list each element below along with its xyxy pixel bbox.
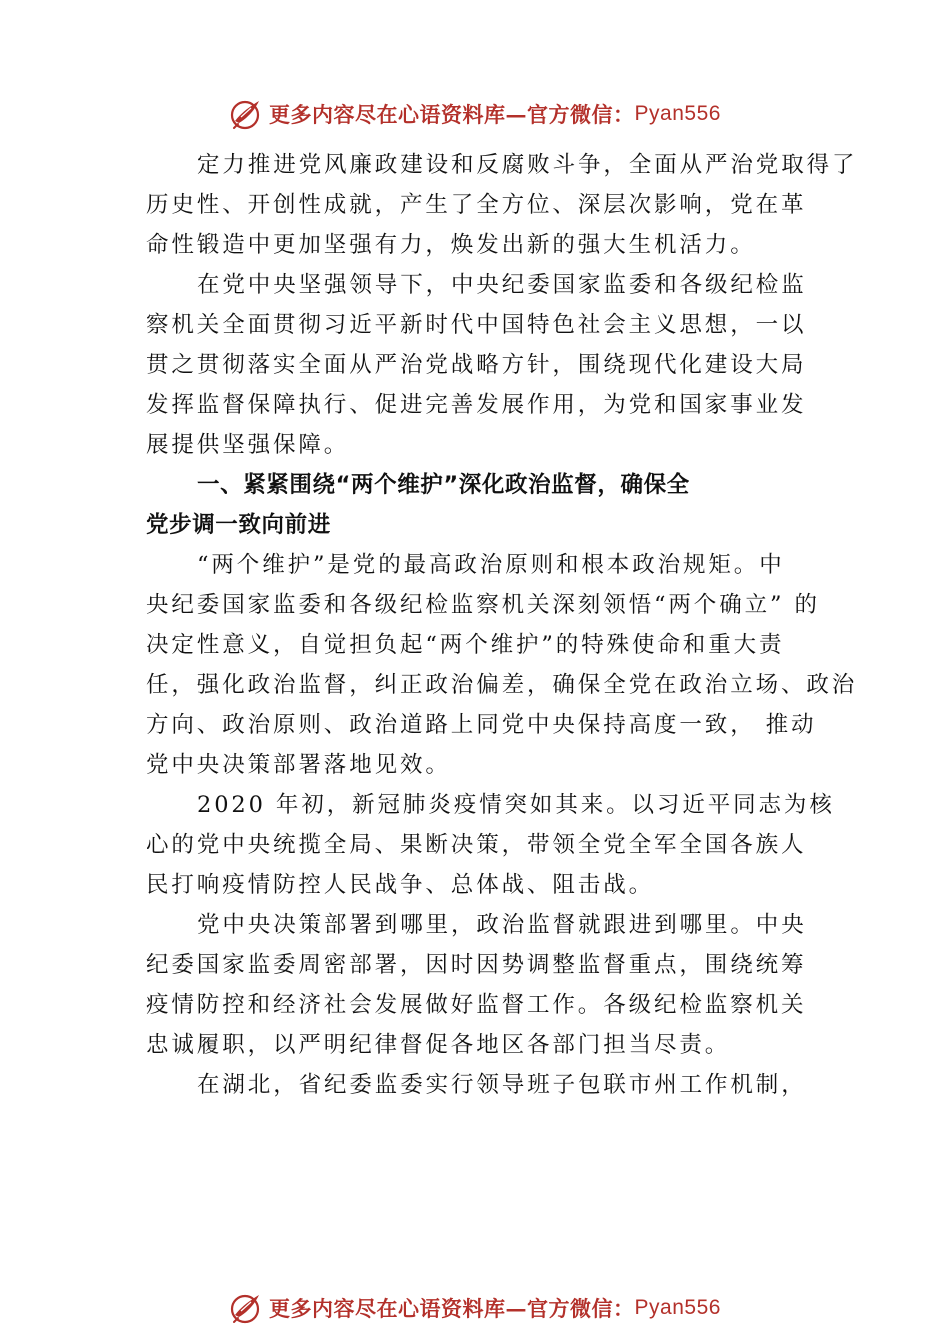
header-watermark	[0, 92, 950, 136]
text-line: 任，强化政治监督，纠正政治偏差，确保全党在政治立场、政治	[146, 672, 858, 698]
text-line: 民打响疫情防控人民战争、总体战、阻击战。	[146, 872, 655, 898]
paragraph	[146, 905, 816, 1065]
text-line: 纪委国家监委周密部署，因时因势调整监督重点，围绕统筹	[146, 952, 807, 978]
heading-line: 一、紧紧围绕“两个维护”深化政治监督，确保全	[197, 472, 690, 498]
text-line: 央纪委国家监委和各级纪检监察机关深刻领悟“两个确立” 的	[146, 592, 820, 618]
paragraph	[146, 265, 816, 465]
watermark-text: 更多内容尽在心语资料库—官方微信：	[269, 1296, 635, 1321]
text-line: 察机关全面贯彻习近平新时代中国特色社会主义思想，一以	[146, 312, 807, 338]
document-body	[146, 145, 858, 1105]
text-line: 展提供坚强保障。	[146, 432, 350, 458]
quill-pen-logo-icon	[229, 97, 263, 131]
text-line: 定力推进党风廉政建设和反腐败斗争，全面从严治党取得了	[197, 152, 858, 178]
text-line: 在湖北，省纪委监委实行领导班子包联市州工作机制，	[197, 1072, 807, 1098]
text-line: 历史性、开创性成就，产生了全方位、深层次影响，党在革	[146, 192, 807, 218]
footer-watermark	[0, 1286, 950, 1330]
text-line: 方向、政治原则、政治道路上同党中央保持高度一致， 推动	[146, 712, 817, 738]
text-line: “两个维护”是党的最高政治原则和根本政治规矩。中	[197, 552, 785, 578]
text-line: 心的党中央统揽全局、果断决策，带领全党全军全国各族人	[146, 832, 807, 858]
text-line: 在党中央坚强领导下，中央纪委国家监委和各级纪检监	[197, 272, 807, 298]
paragraph	[146, 145, 858, 265]
text-line: 党中央决策部署到哪里，政治监督就跟进到哪里。中央	[197, 912, 807, 938]
paragraph	[146, 1065, 816, 1105]
text-line: 发挥监督保障执行、促进完善发展作用，为党和国家事业发	[146, 392, 807, 418]
section-heading	[146, 465, 816, 545]
watermark-wechat-id: Pyan556	[634, 1296, 721, 1319]
text-line: 忠诚履职，以严明纪律督促各地区各部门担当尽责。	[146, 1032, 731, 1058]
text-line: 党中央决策部署落地见效。	[146, 752, 451, 778]
text-line: 疫情防控和经济社会发展做好监督工作。各级纪检监察机关	[146, 992, 807, 1018]
quill-pen-logo-icon	[229, 1291, 263, 1325]
paragraph	[146, 545, 858, 785]
text-line: 命性锻造中更加坚强有力，焕发出新的强大生机活力。	[146, 232, 756, 258]
text-line: 决定性意义，自觉担负起“两个维护”的特殊使命和重大责	[146, 632, 785, 658]
paragraph	[146, 785, 835, 905]
text-line: 2020 年初，新冠肺炎疫情突如其来。以习近平同志为核	[197, 792, 835, 818]
heading-line: 党步调一致向前进	[146, 512, 331, 538]
watermark-wechat-id: Pyan556	[634, 102, 721, 125]
text-line: 贯之贯彻落实全面从严治党战略方针，围绕现代化建设大局	[146, 352, 807, 378]
watermark-text: 更多内容尽在心语资料库—官方微信：	[269, 102, 635, 127]
